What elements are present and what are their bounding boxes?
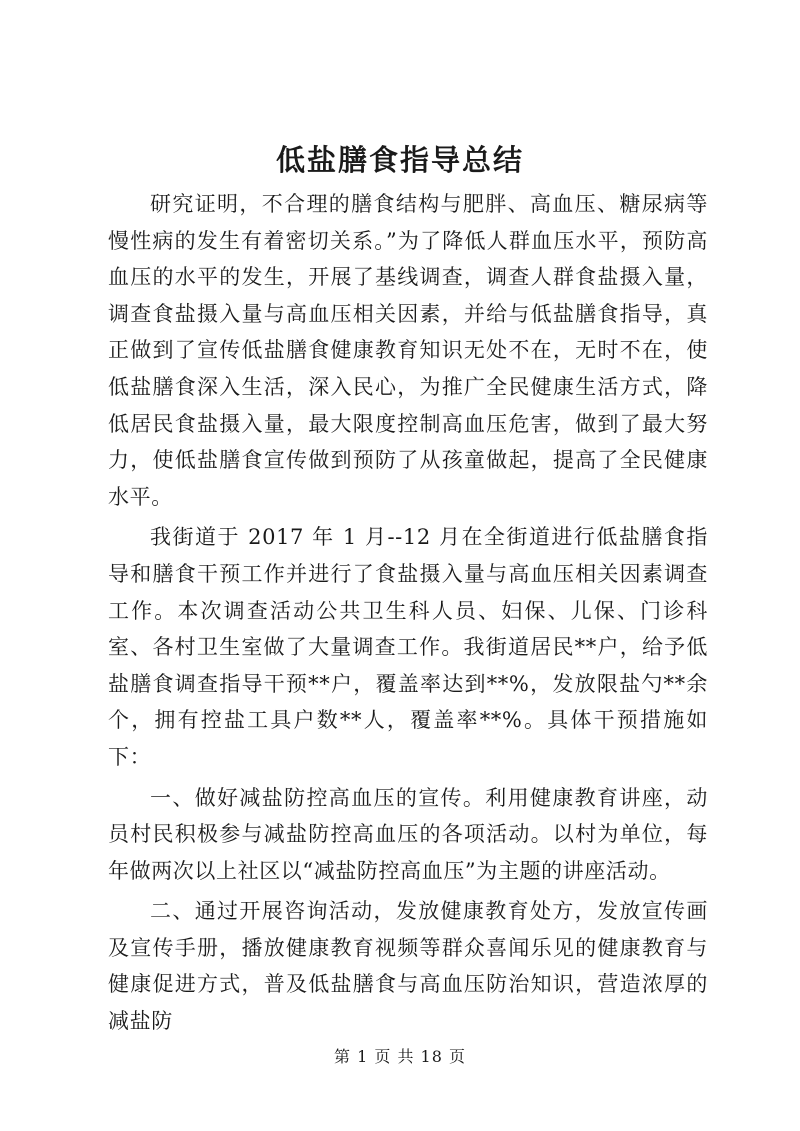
paragraph-measure-one: 一、做好减盐防控高血压的宣传。利用健康教育讲座，动员村民积极参与减盐防控高血压的各项活动。以村为单位，每年做两次以上社区以“减盐防控高血压”为主题的讲座活动。 <box>108 785 708 883</box>
paragraph-measure-two: 二、通过开展咨询活动，发放健康教育处方，发放宣传画及宣传手册，播放健康教育视频等群众喜闻乐见的健康教育与健康促进方式，普及低盐膳食与高血压防治知识，营造浓厚的减盐防 <box>108 899 708 1034</box>
document-body <box>108 186 708 1040</box>
paragraph-survey: 我街道于 2017 年 1 月--12 月在全街道进行低盐膳食指导和膳食干预工作并进行了食盐摄入量与高血压相关因素调查工作。本次调查活动公共卫生科人员、妇保、儿保、门诊科室、各村卫生室做了大量调查工作。我街道居民**户，给予低盐膳食调查指导干预**户，覆盖率达到**%，发放限盐勺**余个，拥有控盐工具户数**人，覆盖率**%。具体干预措施如下： <box>108 525 708 769</box>
page-number-footer: 第 1 页 共 18 页 <box>334 1047 466 1066</box>
paragraph-intro: 研究证明，不合理的膳食结构与肥胖、高血压、糖尿病等慢性病的发生有着密切关系。”为了降低人群血压水平，预防高血压的水平的发生，开展了基线调查，调查人群食盐摄入量，调查食盐摄入量与高血压相关因素，并给与低盐膳食指导，真正做到了宣传低盐膳食健康教育知识无处不在，无时不在，使低盐膳食深入生活，深入民心，为推广全民健康生活方式，降低居民食盐摄入量，最大限度控制高血压危害，做到了最大努力，使低盐膳食宣传做到预防了从孩童做起，提高了全民健康水平。 <box>108 192 708 509</box>
document-title: 低盐膳食指导总结 <box>275 143 524 177</box>
